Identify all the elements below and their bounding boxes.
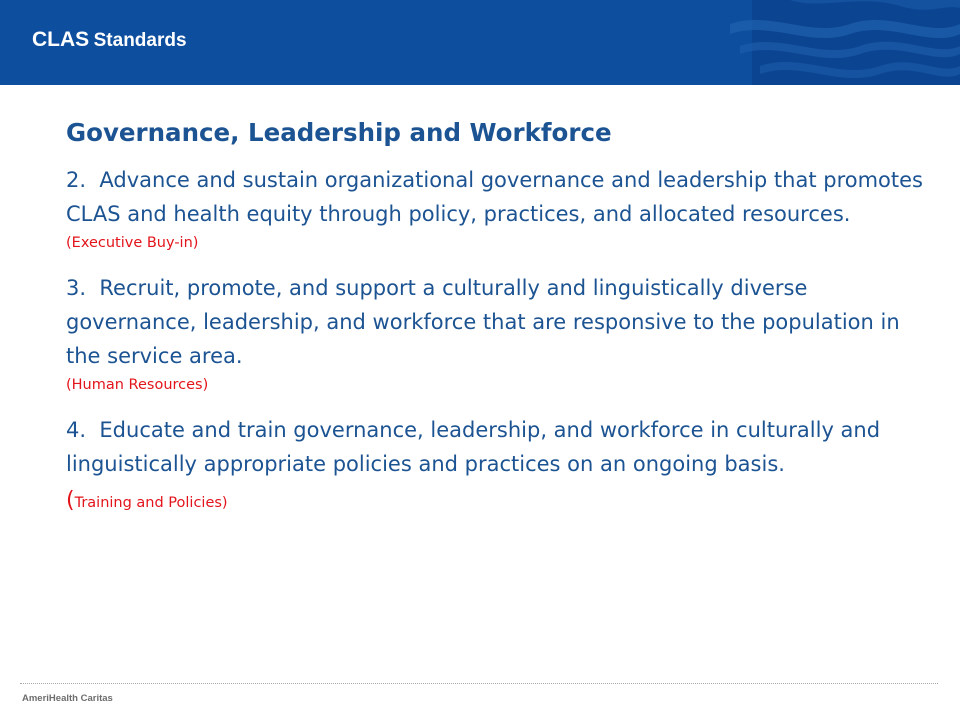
footer-divider <box>20 683 938 684</box>
standard-tag-paren: ( <box>66 488 75 514</box>
standard-number: 4. <box>66 418 87 443</box>
section-heading: Governance, Leadership and Workforce <box>66 118 612 147</box>
standard-tag: (Executive Buy-in) <box>66 235 199 252</box>
standard-text <box>66 163 926 231</box>
standard-tag <box>66 489 926 515</box>
standard-body: Advance and sustain organizational governance and leadership that promotes CLAS and health equity through policy, practices, and allocated resources. <box>66 168 923 227</box>
standard-item <box>66 163 926 255</box>
flag-wave-graphic <box>730 0 960 85</box>
standard-text <box>66 413 926 481</box>
standard-body: Educate and train governance, leadership, and workforce in culturally and linguistically appropriate policies and practices on an ongoing basis. <box>66 418 881 477</box>
standard-number: 2. <box>66 168 87 193</box>
slide-content <box>66 118 926 531</box>
slide-title-lead: CLAS <box>32 28 90 51</box>
header-band <box>0 0 960 85</box>
standard-item <box>66 271 926 397</box>
standard-body: Recruit, promote, and support a culturally and linguistically diverse governance, leadership, and workforce that are responsive to the population in the service area. <box>66 276 900 369</box>
slide-title <box>32 28 187 52</box>
footer-logo: AmeriHealth Caritas <box>22 693 113 704</box>
standard-number: 3. <box>66 276 87 301</box>
slide-title-rest: Standards <box>93 30 187 51</box>
standard-tag-text: Training and Policies) <box>74 495 228 512</box>
standard-text <box>66 271 926 373</box>
standard-item <box>66 413 926 515</box>
standard-tag: (Human Resources) <box>66 377 209 394</box>
